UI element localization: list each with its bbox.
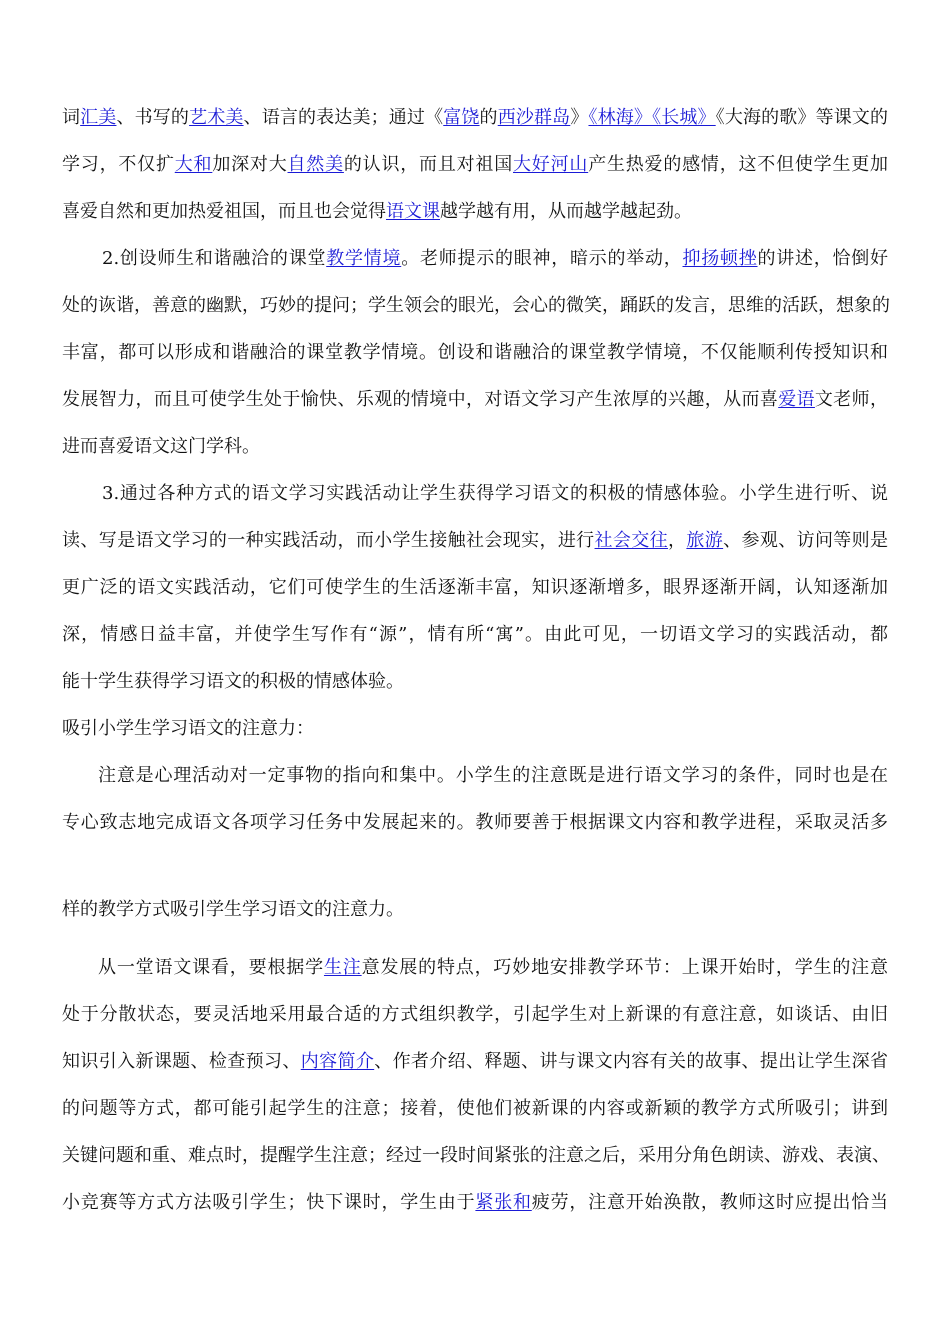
link-sheng-zhu[interactable]: 生注	[323, 957, 362, 978]
link-da-he[interactable]: 大和	[174, 154, 213, 175]
link-fu-rao[interactable]: 富饶	[443, 107, 480, 128]
link-nei-rong-jian-jie[interactable]: 内容简介	[300, 1051, 375, 1072]
link-she-hui-jiao-wang[interactable]: 社会交往	[594, 530, 669, 551]
text-line: 学习，不仅扩大和加深对大自然美的认识，而且对祖国大好河山产生热爱的感情，这不但使学生更加	[62, 154, 889, 175]
link-yi-shu-mei[interactable]: 艺术美	[189, 107, 244, 128]
text-line: 从一堂语文课看，要根据学生注意发展的特点，巧妙地安排教学环节：上课开始时，学生的注意	[98, 957, 889, 978]
text-line: 能十学生获得学习语文的积极的情感体验。	[62, 671, 404, 692]
text-line: 注意是心理活动对一定事物的指向和集中。小学生的注意既是进行语文学习的条件，同时也是在	[98, 765, 888, 786]
text-line: 喜爱自然和更加热爱祖国，而且也会觉得语文课越学越有用，从而越学越起劲。	[62, 201, 692, 222]
text-line: 深，情感日益丰富，并使学生写作有“源”，情有所“寓”。由此可见，一切语文学习的实践活动，都	[62, 624, 888, 645]
text-line: 专心致志地完成语文各项学习任务中发展起来的。教师要善于根据课文内容和教学进程，采取灵活多	[62, 812, 888, 833]
text-line: 2.创设师生和谐融洽的课堂教学情境。老师提示的眼神，暗示的举动，抑扬顿挫的讲述，恰倒好	[102, 248, 889, 269]
link-ai-yu[interactable]: 爱语	[778, 389, 815, 410]
text-line: 3.通过各种方式的语文学习实践活动让学生获得学习语文的积极的情感体验。小学生进行听、说	[102, 483, 888, 504]
link-lin-hai-chang-cheng[interactable]: 《林海》《长城》	[588, 107, 716, 128]
text-line: 丰富，都可以形成和谐融洽的课堂教学情境。创设和谐融洽的课堂教学情境，不仅能顺利传授知识和	[62, 342, 888, 363]
text-line: 样的教学方式吸引学生学习语文的注意力。	[62, 899, 404, 920]
link-zi-ran-mei[interactable]: 自然美	[287, 154, 344, 175]
text-line: 知识引入新课题、检查预习、内容简介、作者介绍、释题、讲与课文内容有关的故事、提出让学生深省	[62, 1051, 889, 1072]
section-heading: 吸引小学生学习语文的注意力：	[62, 718, 314, 739]
link-xi-sha-qun-dao[interactable]: 西沙群岛	[497, 107, 571, 128]
text-line: 更广泛的语文实践活动，它们可使学生的生活逐渐丰富，知识逐渐增多，眼界逐渐开阔，认知逐渐加	[62, 577, 888, 598]
link-jin-zhang-he[interactable]: 紧张和	[475, 1192, 532, 1213]
link-hui-mei[interactable]: 汇美	[80, 107, 117, 128]
text-line: 小竞赛等方式方法吸引学生；快下课时，学生由于紧张和疲劳，注意开始涣散，教师这时应提出恰当	[62, 1192, 889, 1213]
text-line: 处于分散状态，要灵活地采用最合适的方式组织教学，引起学生对上新课的有意注意，如谈话、由旧	[62, 1004, 888, 1025]
text-line: 进而喜爱语文这门学科。	[62, 436, 260, 457]
link-da-hao-he-shan[interactable]: 大好河山	[513, 154, 589, 175]
text-line: 读、写是语文学习的一种实践活动，而小学生接触社会现实，进行社会交往，旅游、参观、访问等则是	[62, 530, 889, 551]
link-lv-you[interactable]: 旅游	[686, 530, 724, 551]
text-line: 关键问题和重、难点时，提醒学生注意；经过一段时间紧张的注意之后，采用分角色朗读、游戏、表演、	[62, 1145, 890, 1166]
link-yu-wen-ke[interactable]: 语文课	[386, 201, 440, 222]
text-line: 的问题等方式，都可能引起学生的注意；接着，使他们被新课的内容或新颖的教学方式所吸引；讲到	[62, 1098, 888, 1119]
text-line: 发展智力，而且可使学生处于愉快、乐观的情境中，对语文学习产生浓厚的兴趣，从而喜爱语文老师，	[62, 389, 889, 410]
text-line: 处的诙谐，善意的幽默，巧妙的提问；学生领会的眼光，会心的微笑，踊跃的发言，思维的活跃，想象的	[62, 295, 890, 316]
link-yi-yang-dun-cuo[interactable]: 抑扬顿挫	[682, 248, 758, 269]
text-line: 词汇美、书写的艺术美、语言的表达美；通过《富饶的西沙群岛》《林海》《长城》《大海的歌》等课文的	[62, 107, 889, 128]
link-jiao-xue-qing-jing[interactable]: 教学情境	[326, 248, 402, 269]
